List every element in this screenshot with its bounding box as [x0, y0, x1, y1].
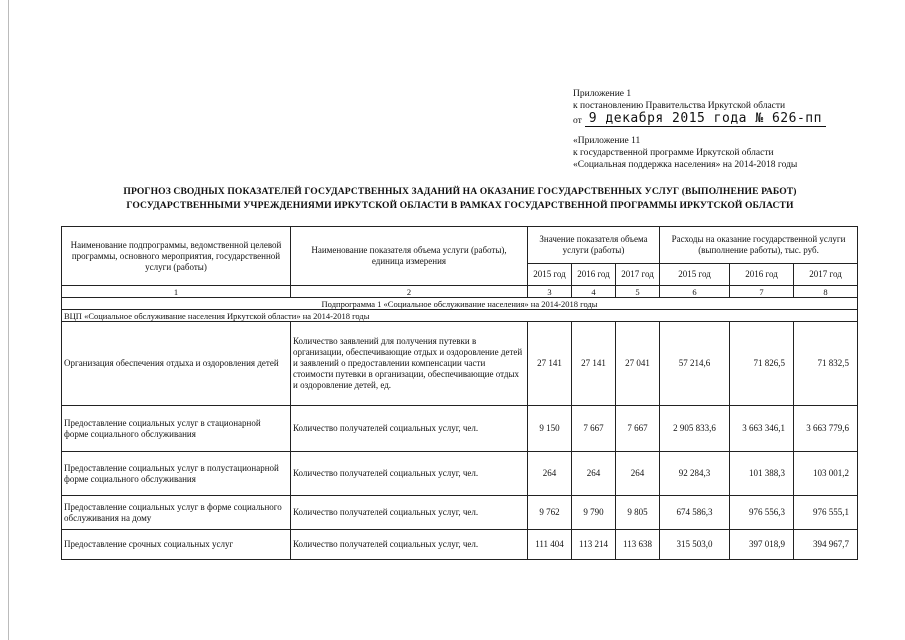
expense-2015: 92 284,3 [660, 452, 730, 496]
column-number: 3 [528, 286, 572, 298]
forecast-table [61, 226, 858, 560]
column-number: 2 [291, 286, 528, 298]
expense-2017: 71 832,5 [794, 322, 858, 406]
value-2015: 9 762 [528, 496, 572, 530]
value-2017: 113 638 [616, 530, 660, 560]
expense-2017: 394 967,7 [794, 530, 858, 560]
value-2017: 9 805 [616, 496, 660, 530]
table-row [62, 322, 858, 406]
table-row [62, 406, 858, 452]
expense-2015: 315 503,0 [660, 530, 730, 560]
header-indicator: Наименование показателя объема услуги (работы), единица измерения [291, 227, 528, 286]
header-expenses-group: Расходы на оказание государственной услуги (выполнение работы), тыс. руб. [660, 227, 858, 264]
appendix-decree-line1: Приложение 1 [573, 89, 632, 99]
table-row [62, 530, 858, 560]
service-name: Предоставление социальных услуг в полустационарной форме социального обслуживания [62, 452, 291, 496]
vcp-row: ВЦП «Социальное обслуживание населения Иркутской области» на 2014-2018 годы [62, 310, 858, 322]
indicator-name: Количество получателей социальных услуг, чел. [291, 530, 528, 560]
value-2016: 264 [572, 452, 616, 496]
indicator-name: Количество получателей социальных услуг, чел. [291, 452, 528, 496]
document-title [60, 185, 860, 213]
expense-2017: 976 555,1 [794, 496, 858, 530]
header-expense-year-2015: 2015 год [660, 264, 730, 286]
value-2015: 264 [528, 452, 572, 496]
header-value-year-2016: 2016 год [572, 264, 616, 286]
title-line1: ПРОГНОЗ СВОДНЫХ ПОКАЗАТЕЛЕЙ ГОСУДАРСТВЕННЫХ ЗАДАНИЙ НА ОКАЗАНИЕ ГОСУДАРСТВЕННЫХ УСЛУГ (ВЫПОЛНЕНИЕ РАБОТ) [123, 186, 797, 197]
service-name: Предоставление социальных услуг в стационарной форме социального обслуживания [62, 406, 291, 452]
expense-2016: 71 826,5 [730, 322, 794, 406]
service-name: Предоставление срочных социальных услуг [62, 530, 291, 560]
value-2016: 7 667 [572, 406, 616, 452]
header-expense-year-2016: 2016 год [730, 264, 794, 286]
column-number: 7 [730, 286, 794, 298]
column-number: 1 [62, 286, 291, 298]
value-2016: 113 214 [572, 530, 616, 560]
column-number: 8 [794, 286, 858, 298]
appendix-program-line1: «Приложение 11 [573, 136, 641, 146]
expense-2015: 674 586,3 [660, 496, 730, 530]
expense-2016: 976 556,3 [730, 496, 794, 530]
expense-2017: 3 663 779,6 [794, 406, 858, 452]
header-name: Наименование подпрограммы, ведомственной целевой программы, основного мероприятия, государственной услуги (работы) [62, 227, 291, 286]
service-name: Предоставление социальных услуг в форме социального обслуживания на дому [62, 496, 291, 530]
expense-2017: 103 001,2 [794, 452, 858, 496]
decree-from-label: от [573, 116, 582, 126]
expense-2016: 3 663 346,1 [730, 406, 794, 452]
value-2015: 111 404 [528, 530, 572, 560]
table-row [62, 452, 858, 496]
column-number: 5 [616, 286, 660, 298]
appendix-decree-block [573, 88, 826, 127]
indicator-name: Количество заявлений для получения путевки в организации, обеспечивающие отдых и оздоровление детей и заявлений о предоставлении компенсации части стоимости путевки в организации, обеспечивающие отдых и оздоровление детей, ед. [291, 322, 528, 406]
decree-date-line [573, 112, 826, 127]
subprogram-row: Подпрограмма 1 «Социальное обслуживание населения» на 2014-2018 годы [62, 298, 858, 310]
column-number: 6 [660, 286, 730, 298]
value-2015: 9 150 [528, 406, 572, 452]
title-line2: ГОСУДАРСТВЕННЫМИ УЧРЕЖДЕНИЯМИ ИРКУТСКОЙ ОБЛАСТИ В РАМКАХ ГОСУДАРСТВЕННОЙ ПРОГРАММЫ ИРКУТСКОЙ ОБЛАСТИ [126, 200, 794, 211]
expense-2015: 2 905 833,6 [660, 406, 730, 452]
value-2016: 9 790 [572, 496, 616, 530]
appendix-program-line3: «Социальная поддержка населения» на 2014-2018 годы [573, 160, 798, 170]
value-2017: 27 041 [616, 322, 660, 406]
appendix-program-block [573, 135, 797, 171]
table-row [62, 496, 858, 530]
value-2016: 27 141 [572, 322, 616, 406]
header-value-year-2017: 2017 год [616, 264, 660, 286]
value-2017: 7 667 [616, 406, 660, 452]
header-value-year-2015: 2015 год [528, 264, 572, 286]
header-expense-year-2017: 2017 год [794, 264, 858, 286]
scan-edge-line [8, 0, 9, 640]
expense-2016: 101 388,3 [730, 452, 794, 496]
decree-number: 9 декабря 2015 года № 626-пп [585, 112, 826, 127]
appendix-program-line2: к государственной программе Иркутской области [573, 148, 774, 158]
value-2017: 264 [616, 452, 660, 496]
indicator-name: Количество получателей социальных услуг, чел. [291, 406, 528, 452]
header-values-group: Значение показателя объема услуги (работы) [528, 227, 660, 264]
column-number: 4 [572, 286, 616, 298]
expense-2015: 57 214,6 [660, 322, 730, 406]
appendix-decree-line2: к постановлению Правительства Иркутской области [573, 101, 786, 111]
indicator-name: Количество получателей социальных услуг, чел. [291, 496, 528, 530]
expense-2016: 397 018,9 [730, 530, 794, 560]
value-2015: 27 141 [528, 322, 572, 406]
service-name: Организация обеспечения отдыха и оздоровления детей [62, 322, 291, 406]
